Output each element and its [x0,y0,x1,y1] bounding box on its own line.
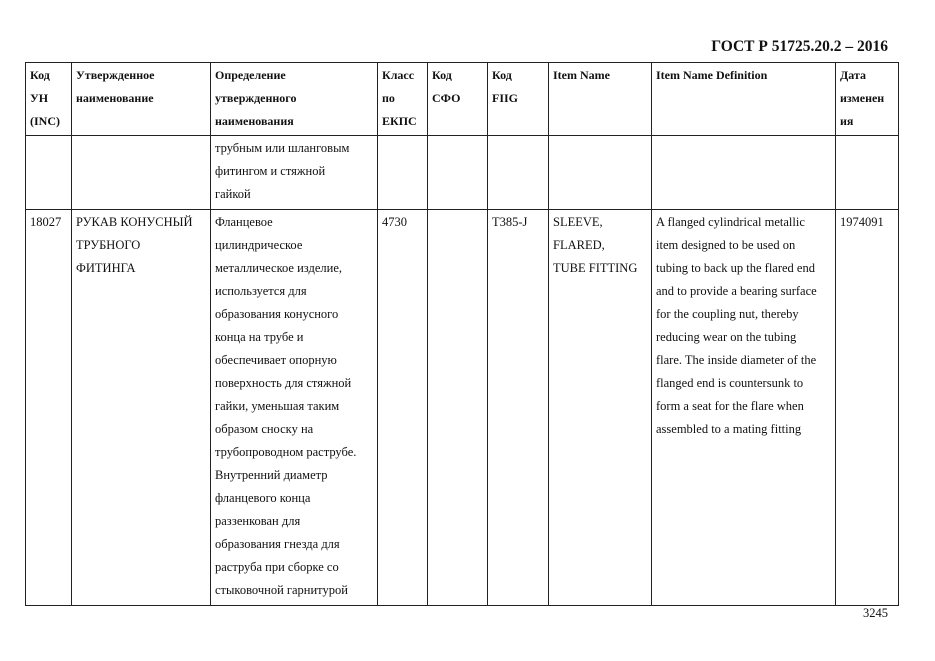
cell-line: трубным или шланговым [215,141,350,155]
header-line: Код [432,68,452,82]
cell-line: фланцевого конца [215,491,311,505]
cell-item-name [549,136,652,210]
cell-item-name [549,210,652,606]
header-line: изменен [840,91,885,105]
cell-line: металлическое изделие, [215,261,343,275]
cell-fiig-code [488,210,549,606]
cell-line: раструба при сборке со [215,560,339,574]
cell-fiig-code [488,136,549,210]
cell-line: flare. The inside diameter of the [656,353,817,367]
cell-ekps-class [378,210,428,606]
header-line: Item Name Definition [656,68,768,82]
header-inc-code [26,63,72,136]
cell-line: 4730 [382,215,407,229]
cell-approved-name [72,210,211,606]
header-line: СФО [432,91,461,105]
table-row [26,210,899,606]
cell-line: гайкой [215,187,251,201]
cell-line: трубопроводном раструбе. [215,445,357,459]
header-ekps-class [378,63,428,136]
cell-line: for the coupling nut, thereby [656,307,799,321]
header-sfo-code [428,63,488,136]
cell-line: item designed to be used on [656,238,796,252]
cell-line: обеспечивает опорную [215,353,337,367]
cell-line: FLARED, [553,238,605,252]
header-line: Дата [840,68,866,82]
header-fiig-code [488,63,549,136]
header-line: Утвержденное [76,68,155,82]
cell-item-name-definition [652,136,836,210]
header-line: (INC) [30,114,60,128]
cell-line: TUBE FITTING [553,261,638,275]
cell-line: РУКАВ КОНУСНЫЙ [76,215,193,229]
cell-item-name-definition [652,210,836,606]
cell-line: фитингом и стяжной [215,164,326,178]
header-line: УН [30,91,49,105]
header-approved-name [72,63,211,136]
table-header-row [26,63,899,136]
cell-line: Внутренний диаметр [215,468,328,482]
cell-change-date [836,210,899,606]
cell-line: конца на трубе и [215,330,304,344]
header-line: FIIG [492,91,519,105]
cell-line: reducing wear on the tubing [656,330,797,344]
header-line: ия [840,114,854,128]
cell-line: tubing to back up the flared end [656,261,815,275]
table-row [26,136,899,210]
cell-inc-code [26,136,72,210]
catalog-table [25,62,899,606]
cell-approved-name [72,136,211,210]
cell-line: form a seat for the flare when [656,399,804,413]
cell-line: ТРУБНОГО [76,238,141,252]
header-line: Код [492,68,512,82]
cell-definition [211,136,378,210]
cell-line: цилиндрическое [215,238,303,252]
cell-line: T385-J [492,215,528,229]
header-line: Item Name [553,68,610,82]
cell-definition [211,210,378,606]
cell-line: стыковочной гарнитурой [215,583,348,597]
header-line: наименование [76,91,154,105]
header-item-name-definition [652,63,836,136]
page-number: 3245 [863,606,888,620]
cell-line: раззенкован для [215,514,301,528]
cell-line: 18027 [30,215,62,229]
cell-sfo-code [428,210,488,606]
cell-line: используется для [215,284,307,298]
header-line: наименования [215,114,294,128]
cell-line: SLEEVE, [553,215,603,229]
header-line: утвержденного [215,91,297,105]
header-item-name [549,63,652,136]
header-line: Класс [382,68,415,82]
header-line: Определение [215,68,286,82]
header-definition [211,63,378,136]
cell-line: 1974091 [840,215,884,229]
header-line: по [382,91,395,105]
cell-line: гайки, уменьшая таким [215,399,340,413]
cell-ekps-class [378,136,428,210]
cell-inc-code [26,210,72,606]
header-line: ЕКПС [382,114,417,128]
cell-line: образования конусного [215,307,339,321]
cell-line: and to provide a bearing surface [656,284,817,298]
cell-line: Фланцевое [215,215,273,229]
document-standard-header: ГОСТ Р 51725.20.2 – 2016 [711,38,888,55]
header-change-date [836,63,899,136]
cell-line: A flanged cylindrical metallic [656,215,805,229]
cell-change-date [836,136,899,210]
cell-line: ФИТИНГА [76,261,136,275]
cell-line: образования гнезда для [215,537,340,551]
cell-line: flanged end is countersunk to [656,376,804,390]
cell-sfo-code [428,136,488,210]
cell-line: образом сноску на [215,422,314,436]
cell-line: поверхность для стяжной [215,376,352,390]
header-line: Код [30,68,50,82]
cell-line: assembled to a mating fitting [656,422,802,436]
